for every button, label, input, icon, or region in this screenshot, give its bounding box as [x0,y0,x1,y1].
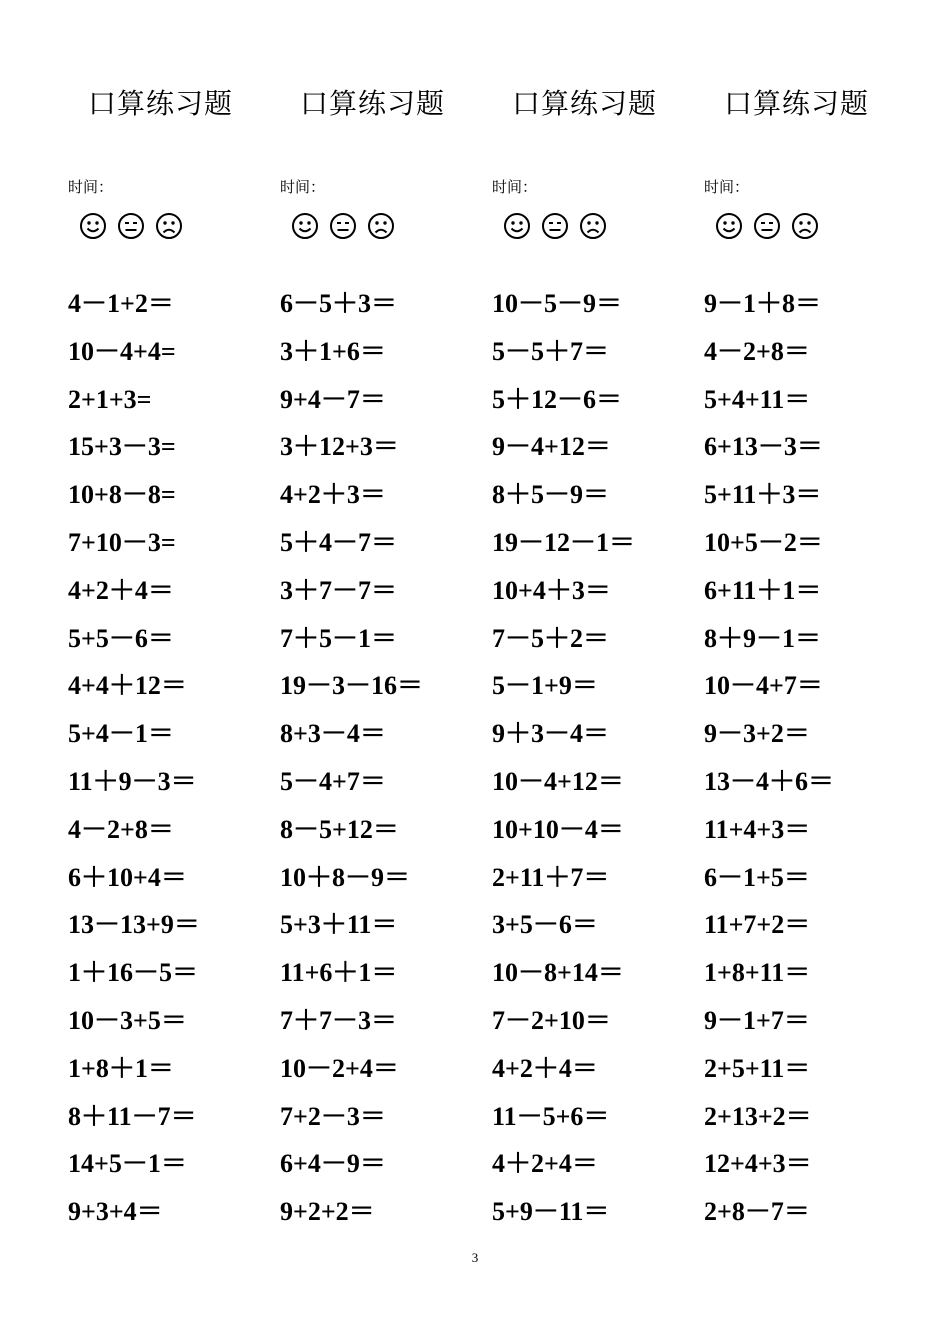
problem-item: 8+3－4＝ [280,719,386,749]
problem-item: 6－5＋3＝ [280,289,398,318]
problem-item: 8－5+12＝ [280,814,399,844]
rating-faces [714,211,820,241]
frowning-face-icon[interactable] [154,211,184,241]
problem-item: 4－2+8＝ [704,336,810,366]
problem-item: 6+13－3＝ [704,432,823,462]
column-title: 口算练习题 [512,87,658,120]
problem-item: 5+4+11＝ [704,384,811,414]
problem-item: 10－5－9＝ [492,289,623,318]
problem-item: 3＋12+3＝ [280,432,399,462]
problem-item: 1＋16－5＝ [68,958,199,988]
problem-item: 6－1+5＝ [704,862,810,892]
problem-item: 9+4－7＝ [280,384,386,414]
column-title: 口算练习题 [300,87,446,120]
worksheet-column-1 [68,0,278,1240]
problem-list [68,280,200,1236]
problem-item: 9－4+12＝ [492,432,611,462]
problem-item: 2+13+2＝ [704,1101,812,1131]
frowning-face-icon[interactable] [790,211,820,241]
problem-item: 4+4＋12＝ [68,671,187,701]
problem-list [704,280,834,1236]
problem-list [280,280,423,1236]
problem-item: 9+2+2＝ [280,1197,375,1227]
column-title: 口算练习题 [724,87,870,120]
problem-item: 4＋2+4＝ [492,1149,598,1179]
problem-item: 4+2＋3＝ [280,480,386,510]
problem-item: 5+4－1＝ [68,719,174,749]
problem-item: 3＋1+6＝ [280,336,386,366]
problem-item: 2+5+11＝ [704,1053,811,1083]
problem-item: 10－4+7＝ [704,671,823,701]
problem-item: 13－13+9＝ [68,910,200,940]
smiley-face-icon[interactable] [290,211,320,241]
problem-item: 9＋3－4＝ [492,719,610,749]
column-title: 口算练习题 [88,87,234,120]
problem-item: 10－8+14＝ [492,958,624,988]
problem-item: 7＋5－1＝ [280,623,398,653]
problem-item: 19－3－16＝ [280,671,424,701]
time-label: 时间： [704,178,750,196]
problem-item: 9+3+4＝ [68,1197,163,1227]
rating-faces [290,211,396,241]
problem-item: 5+3＋11＝ [280,910,398,940]
problem-item: 11+4+3＝ [704,814,811,844]
problem-item: 4－2+8＝ [68,814,174,844]
problem-item: 4－1+2＝ [68,289,174,318]
problem-item: 10－2+4＝ [280,1053,399,1083]
problem-item: 11＋9－3＝ [68,766,197,796]
problem-item: 13－4＋6＝ [704,766,835,796]
problem-list [492,280,635,1236]
problem-item: 11+7+2＝ [704,910,811,940]
problem-item: 1+8+11＝ [704,958,811,988]
problem-item: 15+3－3= [68,432,176,462]
problem-item: 9－1+7＝ [704,1005,810,1035]
smiley-face-icon[interactable] [502,211,532,241]
neutral-face-icon[interactable] [328,211,358,241]
worksheet-column-2 [280,0,490,1240]
problem-item: 2+11＋7＝ [492,862,610,892]
problem-item: 4+2＋4＝ [68,575,174,605]
problem-item: 1+8＋1＝ [68,1053,174,1083]
problem-item: 6+4－9＝ [280,1149,386,1179]
problem-item: 7+10－3= [68,527,176,557]
problem-item: 6＋10+4＝ [68,862,187,892]
problem-item: 8＋5－9＝ [492,480,610,510]
problem-item: 10+5－2＝ [704,527,823,557]
rating-faces [502,211,608,241]
problem-item: 10－3+5＝ [68,1005,187,1035]
problem-item: 19－12－1＝ [492,527,636,557]
problem-item: 7－2+10＝ [492,1005,611,1035]
problem-item: 5－4+7＝ [280,766,386,796]
problem-item: 5＋12－6＝ [492,384,623,414]
problem-item: 4+2＋4＝ [492,1053,598,1083]
worksheet-column-4 [704,0,914,1240]
problem-item: 10+4＋3＝ [492,575,611,605]
problem-item: 3＋7－7＝ [280,575,398,605]
frowning-face-icon[interactable] [578,211,608,241]
problem-item: 10＋8－9＝ [280,862,411,892]
problem-item: 10+8－8= [68,480,176,510]
problem-item: 5－1+9＝ [492,671,598,701]
problem-item: 11+6＋1＝ [280,958,398,988]
worksheet-column-3 [492,0,702,1240]
problem-item: 2+1+3= [68,384,152,414]
smiley-face-icon[interactable] [78,211,108,241]
page-number: 3 [471,1250,479,1265]
problem-item: 11－5+6＝ [492,1101,610,1131]
neutral-face-icon[interactable] [540,211,570,241]
problem-item: 5+11＋3＝ [704,480,822,510]
problem-item: 8＋11－7＝ [68,1101,197,1131]
problem-item: 3+5－6＝ [492,910,598,940]
problem-item: 7＋7－3＝ [280,1005,398,1035]
problem-item: 5＋4－7＝ [280,527,398,557]
problem-item: 5+5－6＝ [68,623,174,653]
time-label: 时间： [68,178,114,196]
problem-item: 10－4+4= [68,336,176,366]
problem-item: 10+10－4＝ [492,814,624,844]
neutral-face-icon[interactable] [752,211,782,241]
time-label: 时间： [492,178,538,196]
problem-item: 6+11＋1＝ [704,575,822,605]
problem-item: 7－5＋2＝ [492,623,610,653]
problem-item: 7+2－3＝ [280,1101,386,1131]
problem-item: 12+4+3＝ [704,1149,812,1179]
problem-item: 9－1＋8＝ [704,289,822,318]
frowning-face-icon[interactable] [366,211,396,241]
problem-item: 2+8－7＝ [704,1197,810,1227]
time-label: 时间： [280,178,326,196]
problem-item: 5+9－11＝ [492,1197,610,1227]
problem-item: 10－4+12＝ [492,766,624,796]
problem-item: 5－5＋7＝ [492,336,610,366]
rating-faces [78,211,184,241]
smiley-face-icon[interactable] [714,211,744,241]
problem-item: 8＋9－1＝ [704,623,822,653]
problem-item: 14+5－1＝ [68,1149,187,1179]
neutral-face-icon[interactable] [116,211,146,241]
problem-item: 9－3+2＝ [704,719,810,749]
